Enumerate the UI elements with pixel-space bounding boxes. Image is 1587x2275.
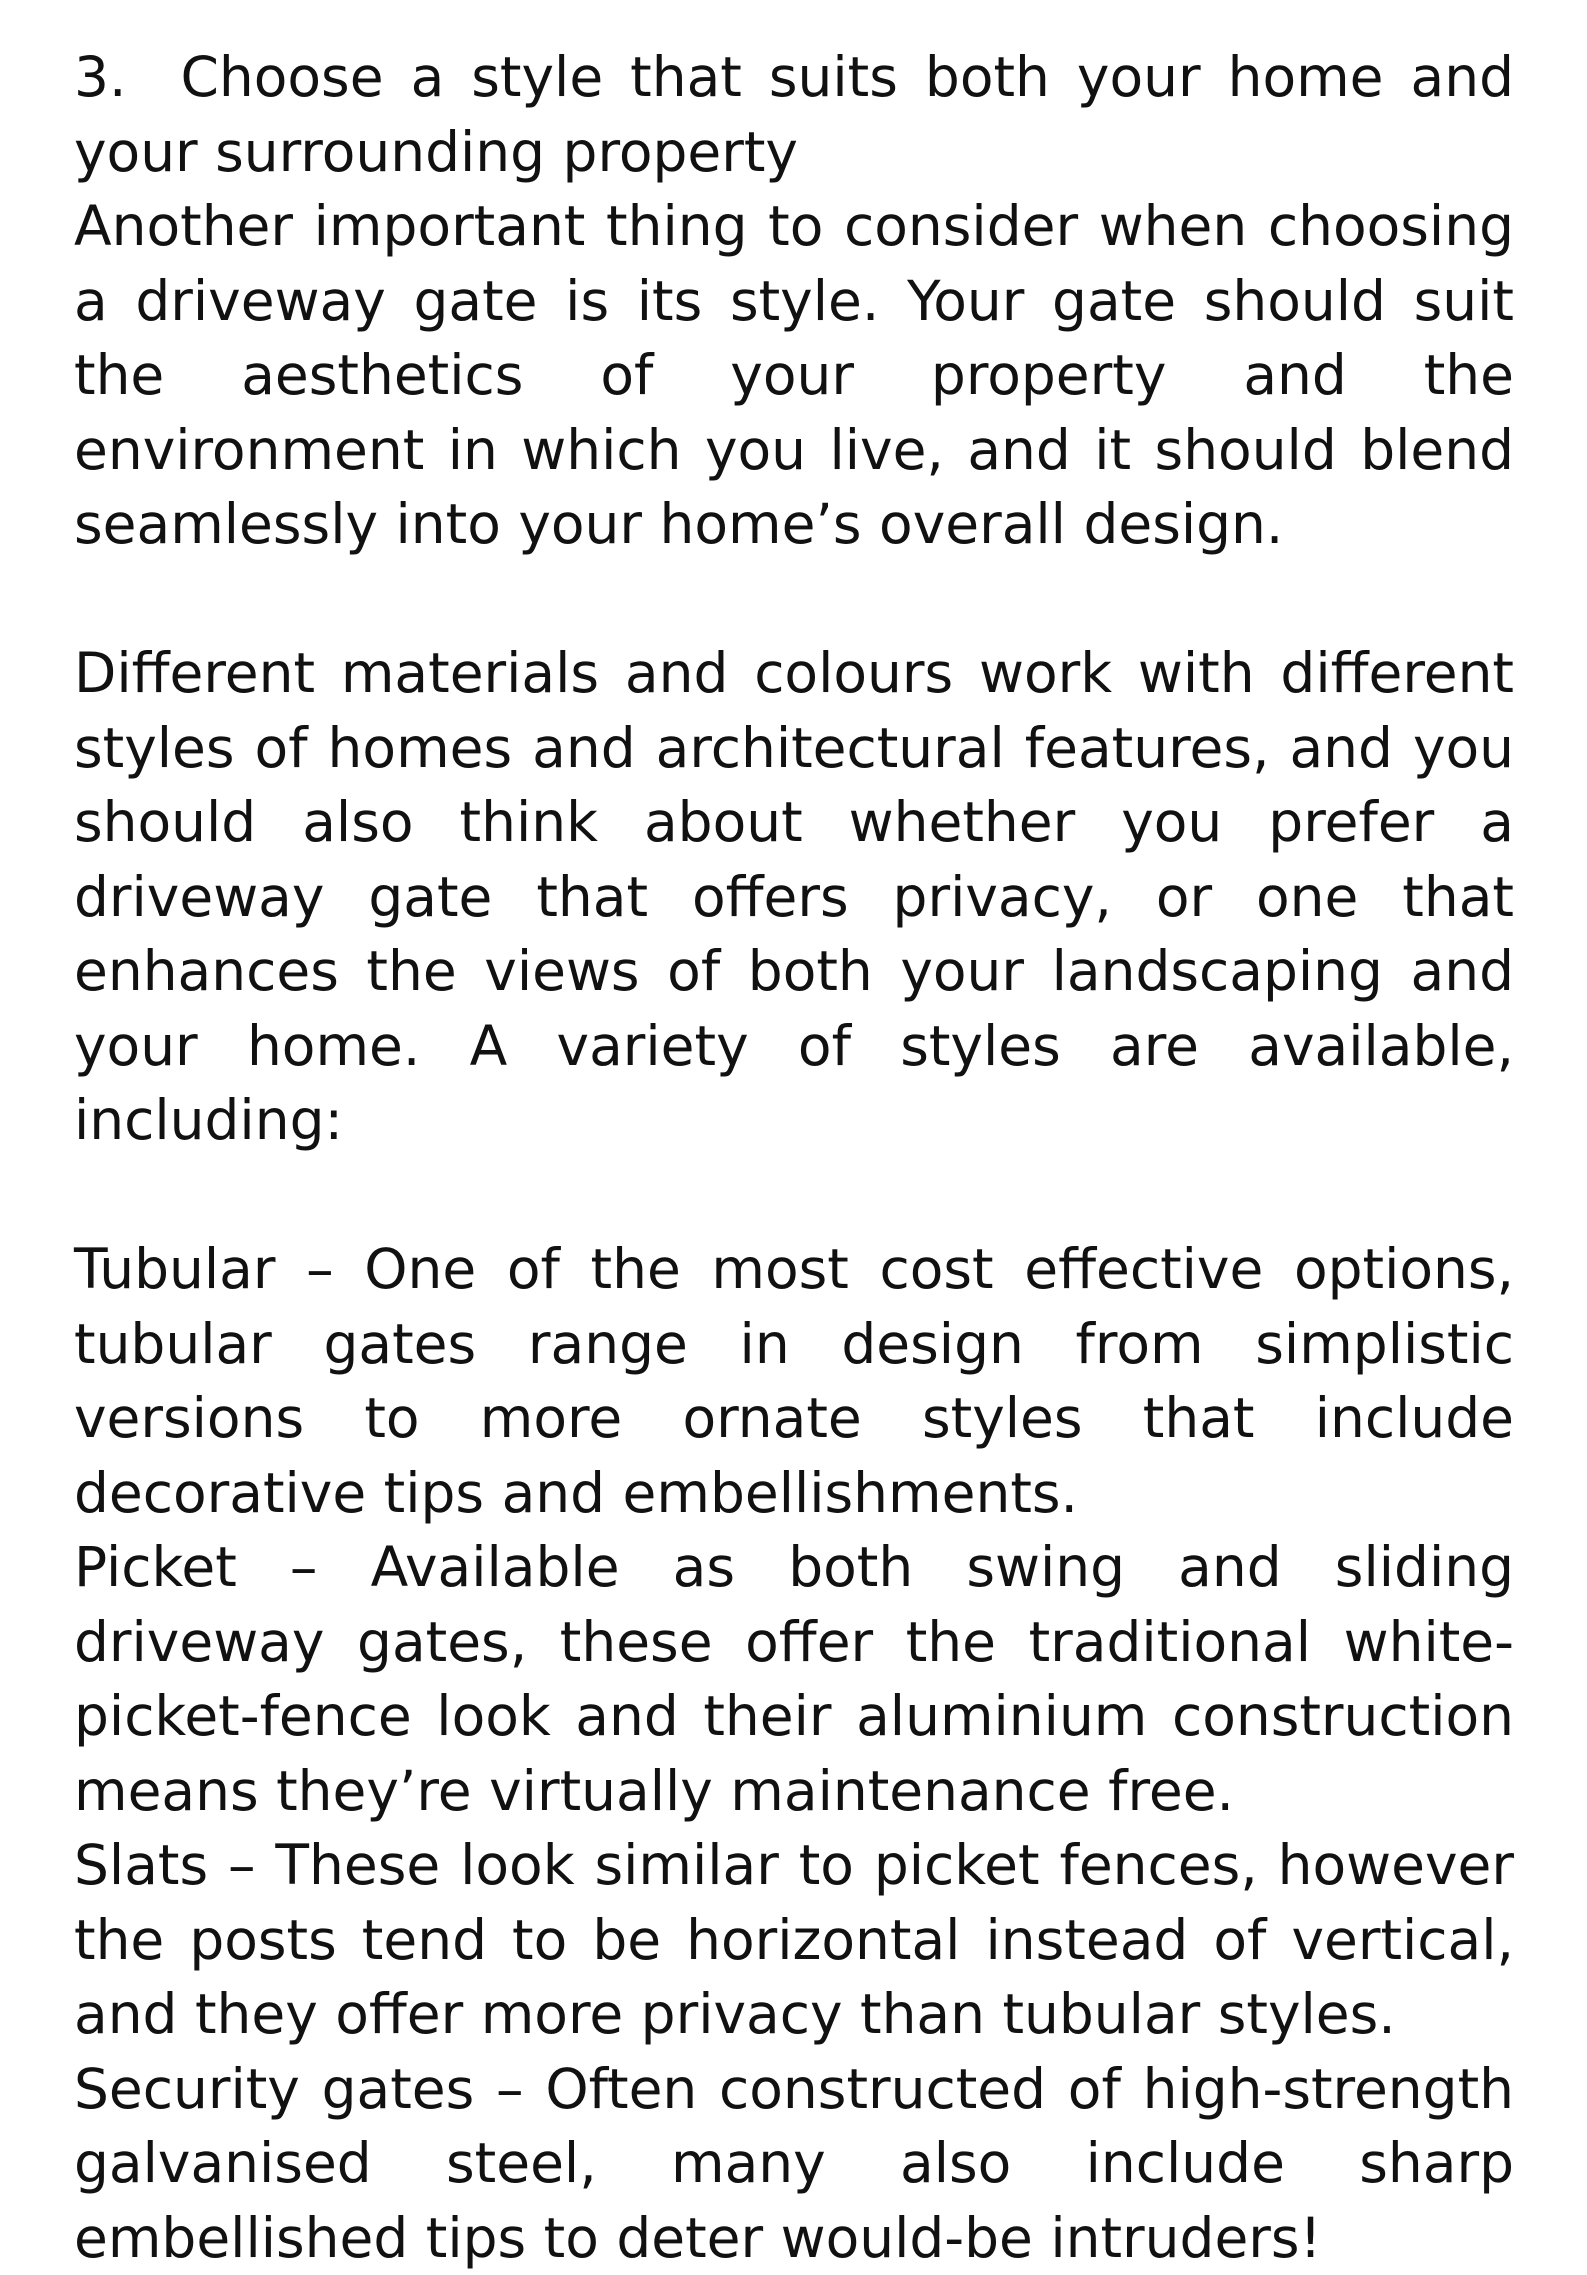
style-item-slats: Slats – These look similar to picket fences, however the posts tend to be horizontal instead of vertical, and they offer more privacy than tubular styles. [74,1828,1514,2052]
style-item-security-gates: Security gates – Often constructed of high-strength galvanised steel, many also include sharp embellished tips to deter would-be intruders! [74,2052,1514,2275]
intro-paragraph: Another important thing to consider when choosing a driveway gate is its style. Your gate should suit the aesthetics of your property and the environment in which you live, and it should blend seamlessly into your home’s overall design. [74,189,1514,562]
paragraph-spacer [74,562,1514,637]
style-item-tubular: Tubular – One of the most cost effective options, tubular gates range in design from simplistic versions to more ornate styles that include decorative tips and embellishments. [74,1232,1514,1530]
style-item-picket: Picket – Available as both swing and sliding driveway gates, these offer the traditional white-picket-fence look and their aluminium construction means they’re virtually maintenance free. [74,1530,1514,1828]
paragraph-spacer [74,1158,1514,1233]
section-heading: 3. Choose a style that suits both your home and your surrounding property [74,40,1514,189]
styles-intro-paragraph: Different materials and colours work with different styles of homes and architectural features, and you should also think about whether you prefer a driveway gate that offers privacy, or one that enhances the views of both your landscaping and your home. A variety of styles are available, including: [74,636,1514,1158]
document-page [74,40,1514,2275]
styles-list [74,1232,1514,2275]
